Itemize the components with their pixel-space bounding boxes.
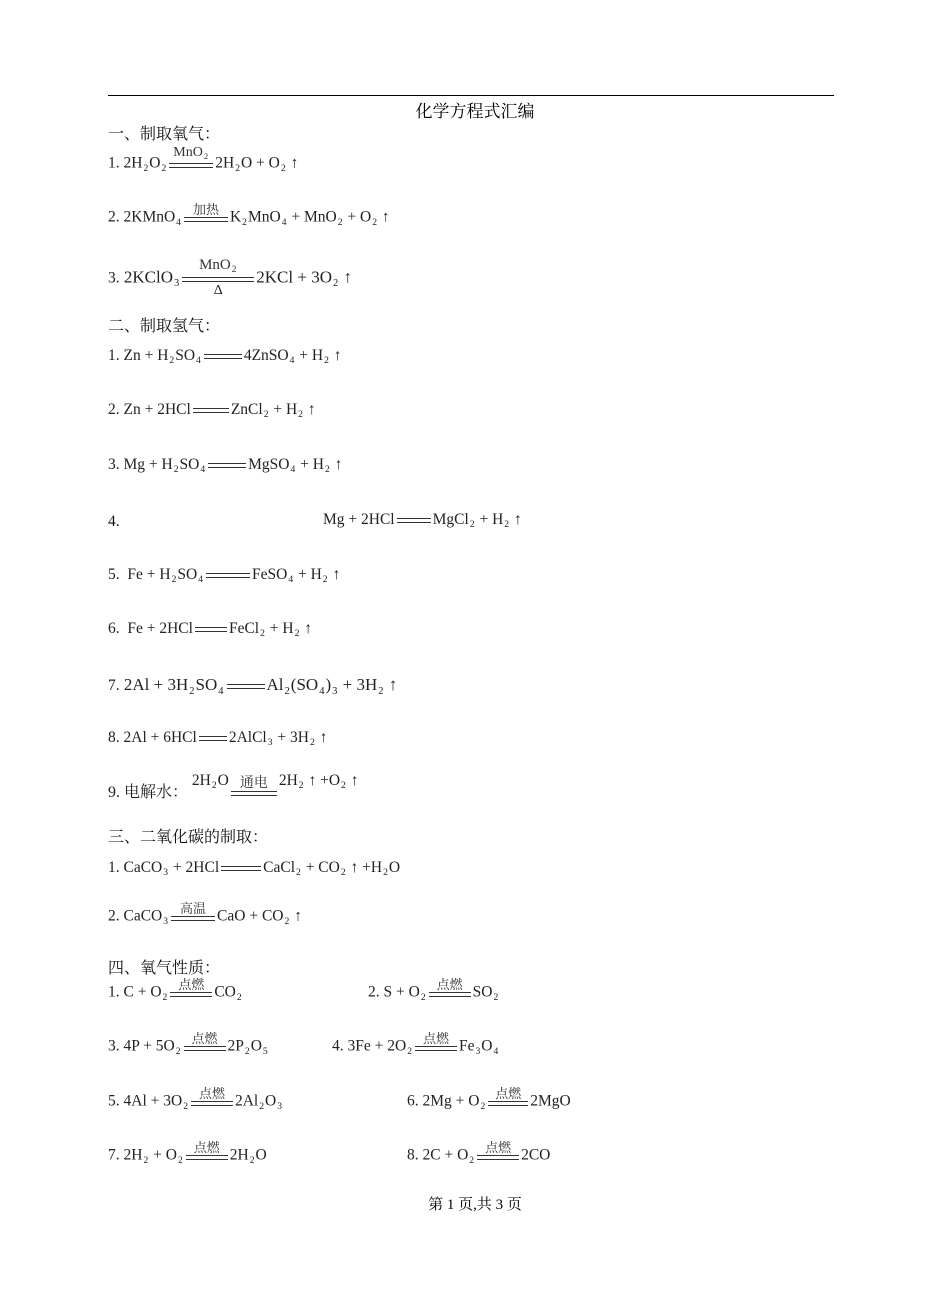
equation-row: 6. $2Mg + O_2$ 点燃 2MgO (407, 1086, 571, 1112)
item-number: 4. (332, 1037, 344, 1055)
header-rule (108, 95, 834, 96)
item-number: 4. (108, 513, 120, 530)
item-number: 1. (108, 154, 120, 172)
section-heading-oxygen-properties: 四、氧气性质： (108, 960, 221, 977)
item-number: 2. (368, 983, 380, 1001)
section-heading-hydrogen-prep: 二、制取氢气： (108, 318, 221, 335)
section-heading-oxygen-prep: 一、制取氧气： (108, 126, 221, 143)
equation-row: 2. Zn + 2HCl ZnCl$_2$ + $H_2$ ↑ (108, 401, 316, 421)
equation-row: 7. $2Al + 3H_2SO_4$ $Al_2(SO_4)_3 + 3H_2$ ↑ (108, 675, 398, 697)
equation-row: 8. $2C + O_2$ 点燃 2CO (407, 1140, 551, 1166)
reaction-condition: MnO$_2$ Δ (182, 258, 254, 298)
equation-row: 1. $2H_2O_2$ MnO$_2$ $2H_2O + O_2$ ↑ (108, 145, 299, 175)
equation-row: 8. 2Al + 6HCl 2AlCl$_3$ + $3H_2$ ↑ (108, 729, 328, 749)
equation-row: Mg + 2HCl MgCl$_2$ + $H_2$ ↑ (323, 511, 522, 531)
item-number: 3. (108, 269, 120, 287)
reaction-condition: 点燃 (186, 1141, 228, 1166)
reaction-condition: 点燃 (184, 1032, 226, 1057)
item-number: 2. (108, 907, 120, 925)
item-number: 7. (108, 1146, 120, 1164)
equation-row: 5. $Fe + H_2SO_4$ FeSO$_4$ + $H_2$ ↑ (108, 566, 341, 586)
item-number: 1. (108, 347, 120, 364)
equation-row: 9. 电解水： $2H_2O$ 通电 $2H_2$ ↑ $+O_2$ ↑ (108, 772, 359, 801)
item-number: 5. (108, 1092, 120, 1110)
equation-row: 4. $3Fe + 2O_2$ 点燃 $Fe_3O_4$ (332, 1031, 499, 1057)
reaction-condition: 通电 (231, 777, 277, 802)
item-number: 2. (108, 401, 120, 418)
reaction-condition: 点燃 (488, 1087, 528, 1112)
reaction-condition: 点燃 (415, 1032, 457, 1057)
item-number: 8. (108, 729, 120, 746)
item-number: 6. (407, 1092, 419, 1110)
reaction-condition: 点燃 (170, 978, 212, 1003)
page-footer: 第 1 页,共 3 页 (428, 1197, 522, 1213)
item-number: 8. (407, 1146, 419, 1164)
item-number: 1. (108, 859, 120, 876)
reaction-condition: 加热 (184, 203, 228, 228)
equation-row: 3. 2KClO$_3$ MnO$_2$ Δ $2KCl + 3O_2$ ↑ (108, 257, 352, 299)
item-number: 5. (108, 566, 120, 583)
page-title: 化学方程式汇编 (415, 102, 535, 121)
equation-row: 3. $Mg + H_2SO_4$ MgSO$_4$ + $H_2$ ↑ (108, 456, 343, 476)
reaction-condition: 点燃 (191, 1087, 233, 1112)
equation-row: 2. CaCO$_3$ 高温 CaO + $CO_2$ ↑ (108, 901, 302, 927)
item-number: 6. (108, 620, 120, 637)
reaction-condition: MnO$_2$ (169, 146, 213, 174)
equation-row: 1. CaCO$_3$ + 2HCl CaCl$_2$ + $CO_2$ ↑ $+H_2O$ (108, 859, 401, 879)
reaction-condition: 点燃 (429, 978, 471, 1003)
equation-row: 6. Fe + 2HCl FeCl$_2$ + $H_2$ ↑ (108, 620, 313, 640)
equation-row: 3. $4P + 5O_2$ 点燃 $2P_2O_5$ (108, 1031, 268, 1057)
item-number: 3. (108, 1037, 120, 1055)
reaction-condition: 高温 (171, 902, 215, 927)
reaction-condition: 点燃 (477, 1141, 519, 1166)
item-number: 1. (108, 983, 120, 1001)
item-number: 2. (108, 208, 120, 226)
equation-row: 1. $C + O_2$ 点燃 $CO_2$ (108, 977, 242, 1003)
equation-row: 5. $4Al + 3O_2$ 点燃 $2Al_2O_3$ (108, 1086, 283, 1112)
item-number: 3. (108, 456, 120, 473)
equation-row: 7. $2H_2 + O_2$ 点燃 $2H_2O$ (108, 1140, 267, 1166)
item-label: 9. 电解水： (108, 784, 189, 801)
section-heading-co2-prep: 三、二氧化碳的制取： (108, 829, 269, 846)
equation-row: 1. $Zn + H_2SO_4$ 4ZnSO$_4$ + $H_2$ ↑ (108, 347, 342, 367)
equation-row: 2. $S + O_2$ 点燃 $SO_2$ (368, 977, 499, 1003)
equation-row: 2. 2KMnO$_4$ 加热 $K_2MnO_4 + MnO_2 + O_2$ ↑ (108, 202, 390, 228)
item-number: 7. (108, 677, 120, 694)
